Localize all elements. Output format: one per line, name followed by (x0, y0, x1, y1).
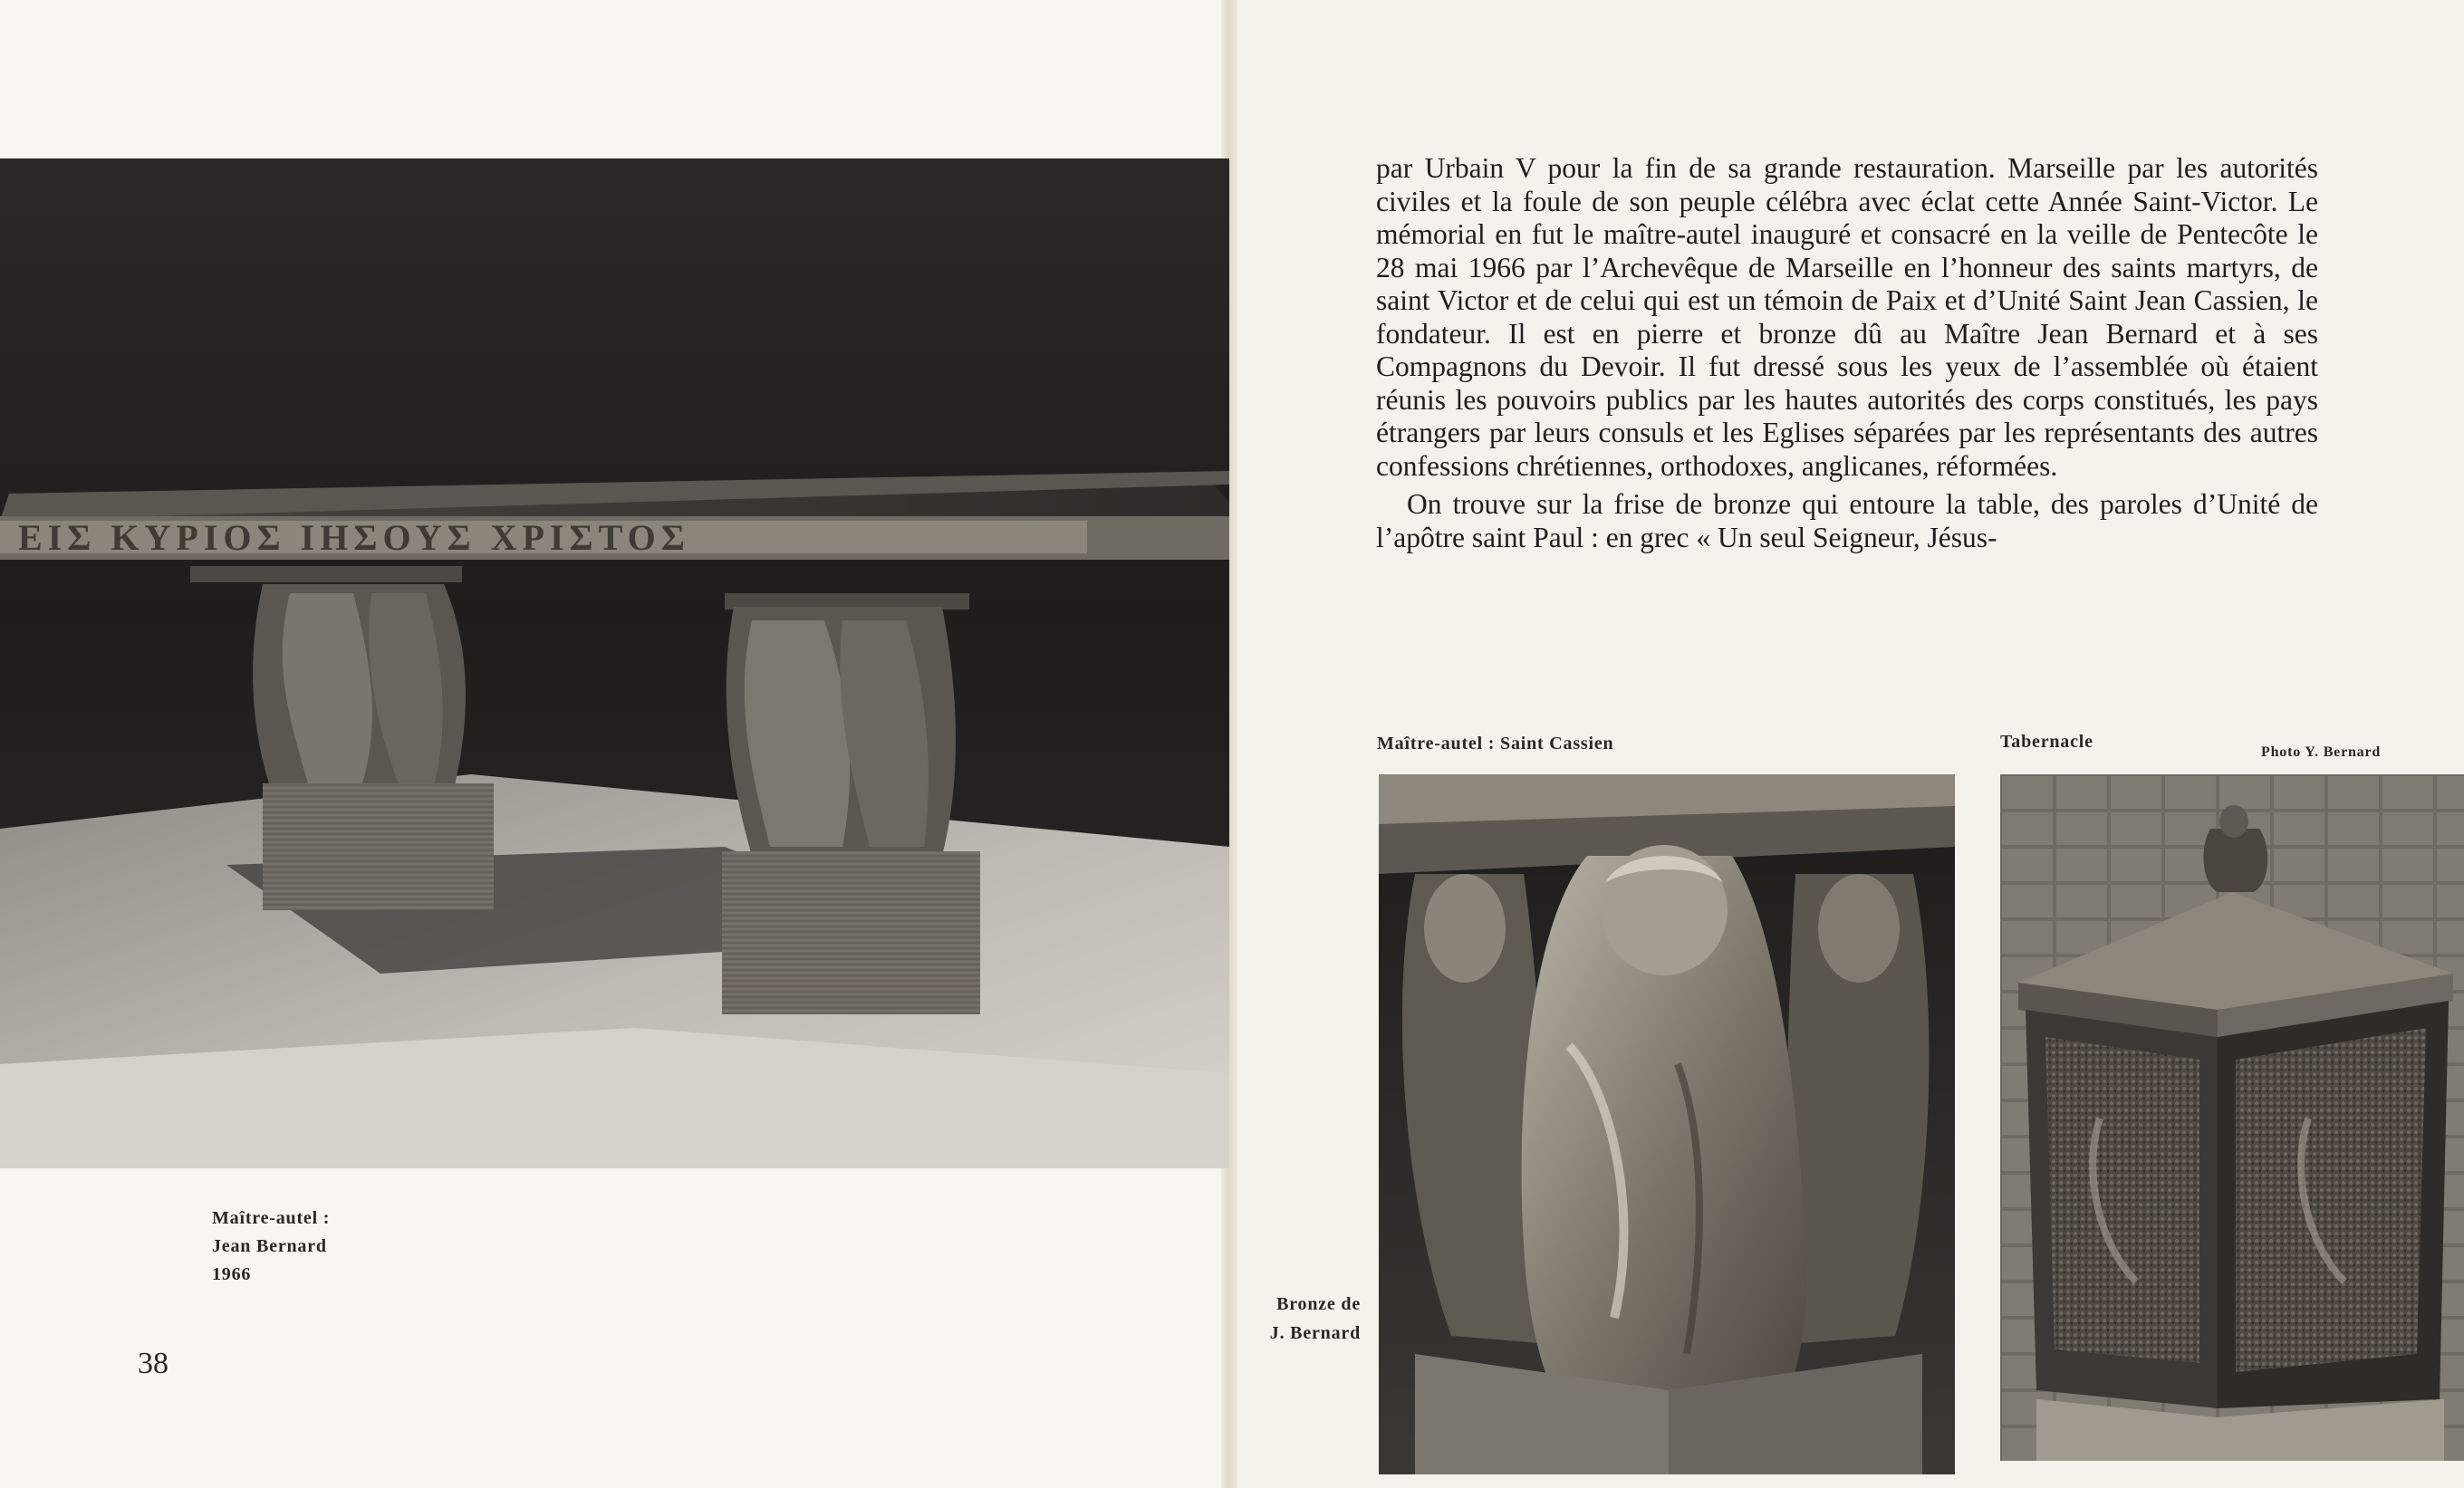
cassien-photo-image (1379, 774, 1955, 1474)
svg-text:ΕΙΣ ΚΥΡΙΟΣ ΙΗΣΟΥΣ ΧΡΙΣΤΟΣ: ΕΙΣ ΚΥΡΙΟΣ ΙΗΣΟΥΣ ΧΡΙΣΤΟΣ (18, 517, 690, 558)
caption-bronze-line-1: Bronze de (1276, 1294, 1361, 1314)
tabernacle-photo (2000, 774, 2464, 1461)
caption-tabernacle: Tabernacle (2000, 732, 2093, 752)
altar-photo-image (0, 158, 1229, 1168)
caption-photo-credit: Photo Y. Bernard (2261, 744, 2382, 760)
altar-caption (212, 1205, 330, 1289)
caption-bronze (1227, 1290, 1361, 1348)
paragraph-1: par Urbain V pour la fin de sa grande restauration. Marseille par les autorités civiles et la foule de son peuple célébra avec éclat cette Année Saint-Victor. Le mémorial en fut le maître-autel inauguré et consacré en la veille de Pentecôte le 28 mai 1966 par l’Archevêque de Marseille en l’honneur des saints martyrs, de saint Victor et de celui qui est un témoin de Paix et d’Unité Saint Jean Cassien, le fondateur. Il est en pierre et bronze dû au Maître Jean Bernard et à ses Compagnons du Devoir. Il fut dressé sous les yeux de l’assemblée où étaient réunis les pouvoirs publics par les hautes autorités des corps constitués, les pays étrangers par leurs consuls et les Eglises séparées par les représentants des autres confessions chrétiennes, orthodoxes, anglicanes, réformées. (1376, 152, 2318, 482)
page-number: 38 (138, 1347, 168, 1380)
tabernacle-photo-image (2000, 774, 2464, 1461)
caption-cassien: Maître-autel : Saint Cassien (1377, 734, 1614, 754)
altar-caption-line-2: Jean Bernard (212, 1236, 327, 1256)
paragraph-2: On trouve sur la frise de bronze qui entoure la table, des paroles d’Unité de l’apôtre saint Paul : en grec « Un seul Seigneur, Jésus- (1376, 488, 2318, 553)
cassien-photo (1379, 774, 1955, 1474)
altar-photo (0, 158, 1229, 1168)
caption-bronze-line-2: J. Bernard (1269, 1323, 1361, 1343)
body-text (1376, 152, 2318, 554)
altar-caption-line-3: 1966 (212, 1264, 252, 1284)
altar-caption-line-1: Maître-autel : (212, 1208, 331, 1228)
